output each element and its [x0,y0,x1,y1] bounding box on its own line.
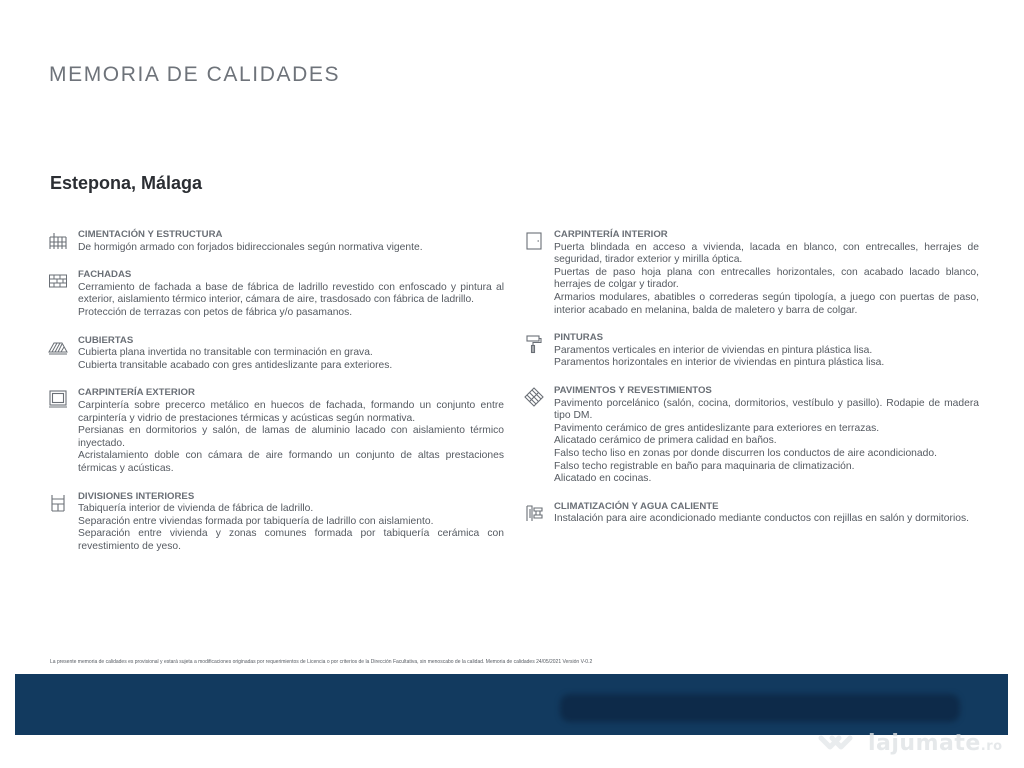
section-title: PAVIMENTOS Y REVESTIMIENTOS [554,384,712,396]
section-text: Paramentos horizontales en interior de viviendas en pintura plástica lisa. [554,357,885,369]
section-text: Puerta blindada en acceso a vivienda, lacada en blanco, con entrecalles, herrajes de seguridad, tirador exterior y mirilla óptica. [554,241,979,266]
section-text: Armarios modulares, abatibles o correderas según tipología, a juego con puertas de paso, interior acabado en melanina, balda de maletero y barra de colgar. [554,291,979,316]
section-text: Tabiquería interior de vivienda de fábrica de ladrillo. [78,503,314,515]
section-text: Alicatado cerámico de primera calidad en baños. [554,435,777,447]
section-exterior-carpentry [48,387,504,475]
section-title: CARPINTERÍA EXTERIOR [78,387,195,399]
section-interior-carpentry [524,229,979,317]
section-title: FACHADAS [78,269,132,281]
section-climate [524,501,979,526]
partition-wall-icon [48,493,68,513]
document-title: MEMORIA DE CALIDADES [49,63,341,86]
section-title: CUBIERTAS [78,334,134,346]
left-column [48,229,504,553]
section-text: De hormigón armado con forjados bidireccionales según normativa vigente. [78,241,423,253]
structure-icon [48,231,68,251]
right-column [524,229,979,526]
section-title: PINTURAS [554,332,604,344]
location-heading: Estepona, Málaga [50,173,203,193]
paint-roller-icon [524,334,544,354]
section-text: Cubierta transitable acabado con gres antideslizante para exteriores. [78,359,393,371]
section-text: Instalación para aire acondicionado mediante conductos con rejillas en salón y dormitorios. [554,513,969,525]
section-title: DIVISIONES INTERIORES [78,490,195,502]
section-interior-partitions [48,491,504,554]
door-icon [524,231,544,251]
section-paint [524,332,979,370]
watermark-suffix: .ro [980,738,1003,754]
section-text: Carpintería sobre precerco metálico en huecos de fachada, formando un conjunto entre carpintería y vidrio de prestaciones térmicas y acústicas según normativa. [78,399,504,424]
watermark-logo-icon [818,728,864,758]
section-text: Persianas en dormitorios y salón, de lamas de aluminio lacado con aislamiento térmico inyectado. [78,425,504,449]
watermark-text [868,731,1003,756]
section-text: Alicatado en cocinas. [554,473,652,485]
watermark-name: lajumate [868,730,981,756]
section-text: Cerramiento de fachada a base de fábrica de ladrillo revestido con enfoscado y pintura al exterior, aislamiento térmico interior, cámara de aire, trasdosado con fábrica de ladrillo. [78,281,504,306]
section-facades [48,269,504,319]
section-text: Paramentos verticales en interior de viviendas en pintura plástica lisa. [554,344,873,356]
section-text: Cubierta plana invertida no transitable con terminación en grava. [78,347,373,359]
section-text: Pavimento cerámico de gres antideslizante para exteriores en terrazas. [554,422,880,434]
section-text: Falso techo liso en zonas por donde discurren los conductos de aire acondicionado. [554,447,937,459]
section-title: CARPINTERÍA INTERIOR [554,229,668,240]
section-text: Pavimento porcelánico (salón, cocina, dormitorios, vestíbulo y pasillo). Rodapie de madera tipo DM. [554,397,979,422]
floor-tiles-icon [524,387,544,407]
footnote: La presente memoria de calidades es provisional y estará sujeta a modificaciones originadas por requerimientos de Licencia o por criterios de la Dirección Facultativa, sin menoscabo de la calidad. Memoria de calidades 24/05/2021 Versión V-0.2 [50,659,593,665]
section-title: CLIMATIZACIÓN Y AGUA CALIENTE [554,500,719,512]
climate-icon [524,503,544,523]
roof-icon [48,337,68,357]
section-roofs [48,335,504,373]
section-text: Puertas de paso hoja plana con entrecalles horizontales, con acabado lacado blanco, herrajes de colgar y tirador. [554,266,979,291]
section-text: Acristalamiento doble con cámara de aire formando un conjunto de altas prestaciones térmicas y acústicas. [78,450,504,474]
window-icon [48,389,68,409]
section-text: Separación entre vivienda y zonas comunes formada por tabiquería cerámica con revestimiento de yeso. [78,528,504,552]
section-title: CIMENTACIÓN Y ESTRUCTURA [78,229,223,240]
section-text: Falso techo registrable en baño para maquinaria de climatización. [554,460,855,472]
brick-facade-icon [48,271,68,291]
section-structure [48,229,504,254]
redacted-area [560,694,960,722]
section-text: Protección de terrazas con petos de fábrica y/o pasamanos. [78,306,353,318]
watermark [818,726,1003,760]
section-floors [524,385,979,486]
section-text: Separación entre viviendas formada por tabiquería de ladrillo con aislamiento. [78,515,434,527]
